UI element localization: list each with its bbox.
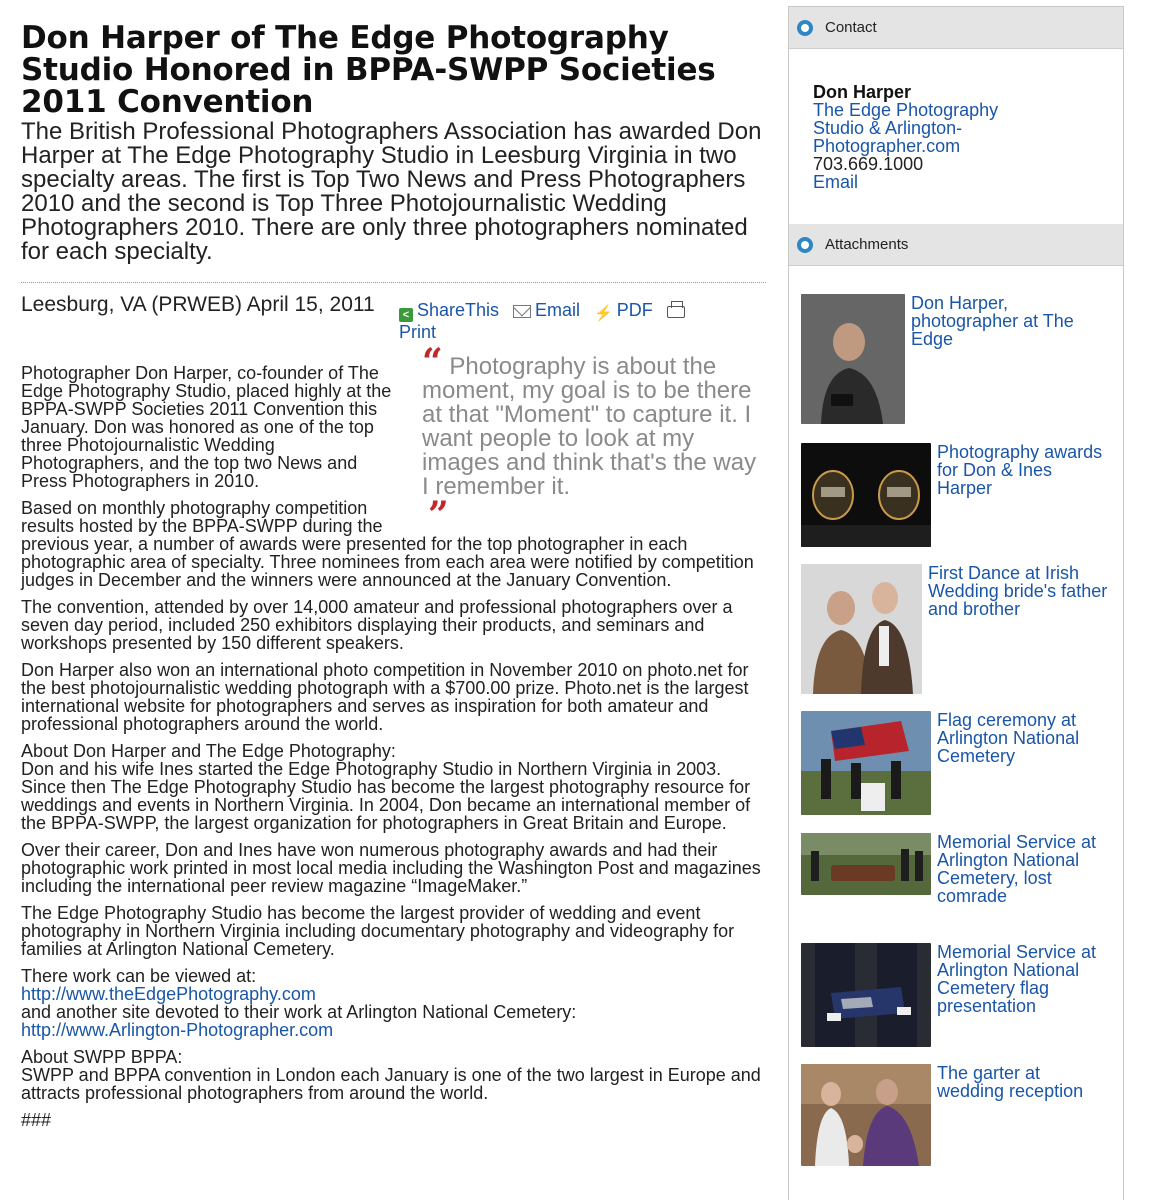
about-swpp-heading: About SWPP BPPA:: [21, 1047, 183, 1067]
share-label: ShareThis: [417, 300, 500, 320]
about-swpp-text: SWPP and BPPA convention in London each January is one of the two largest in Europe and attracts professional photographers from around the world.: [21, 1065, 761, 1103]
pull-quote: [422, 341, 766, 536]
article-tools: [399, 301, 729, 341]
attachment-thumbnail-flag-ceremony[interactable]: [801, 711, 931, 815]
end-mark: ###: [21, 1110, 52, 1130]
contact-email-link[interactable]: Email: [813, 172, 859, 192]
attachment-caption[interactable]: Photography awards for Don & Ines Harper: [937, 442, 1103, 498]
sidebar: [788, 6, 1124, 1200]
body-paragraph: Don Harper also won an international photo competition in November 2010 on photo.net for the best photojournalistic wedding photograph with a $700.00 prize. Photo.net is the largest international website for photographers and serves as inspiration for both amateur and professional photographers around the world.: [21, 660, 749, 734]
body-paragraph: The convention, attended by over 14,000 amateur and professional photographers over a seven day period, included 250 exhibitors displaying their products, and seminars and workshops presented by 150 different speakers.: [21, 597, 733, 653]
open-quote-icon: “: [422, 341, 443, 383]
contact-heading: Contact: [825, 19, 877, 36]
about-edge-text: Don and his wife Ines started the Edge Photography Studio in Northern Virginia in 2003. Since then The Edge Photography Studio has become the largest photography resource for weddings and events in Northern Virginia. In 2004, Don became an international member of the BPPA-SWPP, the largest organization for photographers in Great Britain and Europe.: [21, 759, 751, 833]
attachment-caption[interactable]: First Dance at Irish Wedding bride's father and brother: [928, 563, 1108, 619]
printer-icon: [667, 306, 685, 318]
contact-phone: 703.669.1000: [813, 154, 924, 174]
pdf-icon: ⚡: [594, 305, 613, 322]
close-quote-icon: ”: [428, 494, 449, 536]
article-headline: Don Harper of The Edge Photography Studio Honored in BPPA-SWPP Societies 2011 Convention: [21, 20, 716, 120]
share-this-link[interactable]: [399, 301, 499, 322]
body-paragraph: The Edge Photography Studio has become the largest provider of wedding and event photography in Northern Virginia including documentary photography and videography for families at Arlington National Cemetery.: [21, 903, 735, 959]
article-summary: The British Professional Photographers Association has awarded Don Harper at The Edge Photography Studio in Leesburg Virginia in two specialty areas. The first is Top Two News and Press Photographers 2010 and the second is Top Three Photojournalistic Wedding Photographers 2010. There are only three photographers nominated for each specialty.: [21, 118, 762, 265]
email-link[interactable]: [513, 301, 580, 319]
contact-header: [789, 7, 1123, 49]
work-intro: There work can be viewed at:: [21, 966, 257, 986]
attachment-thumbnail-garter[interactable]: [801, 1064, 931, 1166]
share-icon: <: [399, 308, 413, 322]
print-link[interactable]: [399, 323, 729, 341]
contact-company-link[interactable]: The Edge Photography Studio & Arlington-Photographer.com: [813, 100, 999, 156]
dateline: Leesburg, VA (PRWEB) April 15, 2011: [21, 293, 375, 316]
work-links-section: [21, 967, 766, 1039]
body-paragraph: Based on monthly photography competition results hosted by the BPPA-SWPP during the previous year, a number of awards were presented for the top photographer in each photographic area of specialty. Three nominees from each area were notified by competition judges in December and the winners were announced at the January Convention.: [21, 498, 754, 590]
divider: [21, 282, 766, 283]
attachment-thumbnail-portrait[interactable]: [801, 294, 905, 424]
attachment-caption[interactable]: Flag ceremony at Arlington National Cemetery: [937, 710, 1080, 766]
pdf-label: PDF: [616, 300, 653, 320]
contact-name: Don Harper: [813, 82, 912, 102]
envelope-icon: [513, 305, 531, 318]
body-paragraph: Over their career, Don and Ines have won numerous photography awards and had their photographic work printed in most local media including the Washington Post and magazines including the international peer review magazine “ImageMaker.”: [21, 840, 761, 896]
attachment-thumbnail-awards[interactable]: [801, 443, 931, 547]
attachments-heading: Attachments: [825, 236, 909, 253]
attachment-thumbnail-flag-presentation[interactable]: [801, 943, 931, 1047]
print-icon-link[interactable]: [667, 301, 689, 319]
article-body: [21, 341, 766, 1138]
attachment-caption[interactable]: Don Harper, photographer at The Edge: [911, 293, 1074, 349]
attachments-section-icon: [797, 237, 813, 253]
attachment-caption[interactable]: Memorial Service at Arlington National Cemetery, lost comrade: [937, 832, 1097, 906]
email-label: Email: [535, 300, 581, 320]
body-paragraph: Photographer Don Harper, co-founder of The Edge Photography Studio, placed highly at the BPPA-SWPP Societies 2011 Convention this January. Don was honored as one of the top three Photojournalistic Wedding Photographers, and the top two News and Press Photographers in 2010.: [21, 363, 392, 491]
work-mid: and another site devoted to their work at Arlington National Cemetery:: [21, 1002, 577, 1022]
attachment-thumbnail-memorial-comrade[interactable]: [801, 833, 931, 895]
contact-section-icon: [797, 20, 813, 36]
about-edge-heading: About Don Harper and The Edge Photography:: [21, 741, 396, 761]
attachments-header: [789, 224, 1123, 266]
about-edge-section: [21, 742, 766, 832]
print-label: Print: [399, 322, 437, 342]
edge-website-link[interactable]: http://www.theEdgePhotography.com: [21, 984, 316, 1004]
about-swpp-section: [21, 1048, 766, 1102]
arlington-website-link[interactable]: http://www.Arlington-Photographer.com: [21, 1020, 334, 1040]
attachment-caption[interactable]: Memorial Service at Arlington National Cemetery flag presentation: [937, 942, 1097, 1016]
attachment-caption[interactable]: The garter at wedding reception: [937, 1063, 1084, 1101]
dateline-row: [21, 293, 766, 352]
pull-quote-text: Photography is about the moment, my goal is to be there at that "Moment" to capture it. I want people to look at my images and think that's the way I remember it.: [422, 353, 757, 500]
article: [21, 22, 766, 1138]
pdf-link[interactable]: [594, 301, 653, 323]
contact-box: [789, 49, 1123, 224]
attachment-thumbnail-first-dance[interactable]: [801, 564, 922, 694]
